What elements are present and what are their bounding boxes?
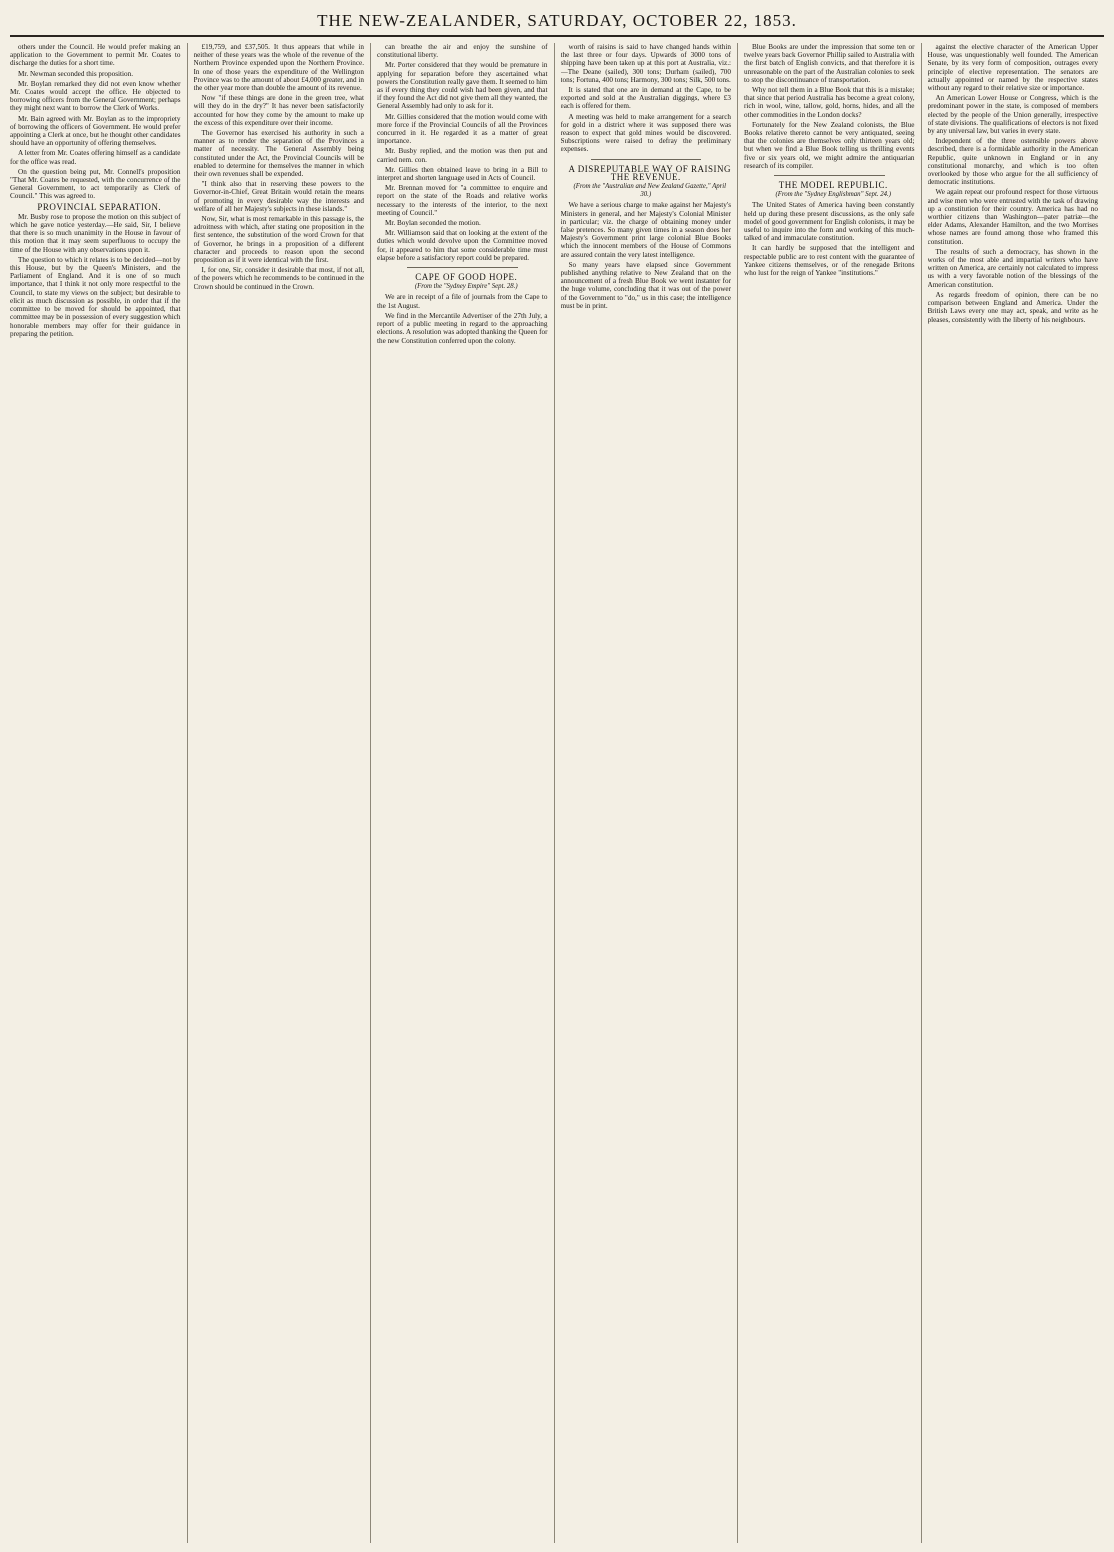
article-paragraph: The United States of America having been constantly held up during these present discussions, as the only safe model of good government for English colonists, it may be useful to inquire into the form and working of this much-talked of and immaculate constitution. [744,201,915,243]
section-divider [774,175,885,176]
column-4 [561,43,739,1543]
article-paragraph: The results of such a democracy, has shown in the works of the most able and impartial writers who have written on America, are certainly not calculated to impress us with a very favorable notion of the blessings of the American constitution. [927,247,1098,289]
article-paragraph: Mr. Boylan seconded the motion. [385,219,481,228]
article-paragraph: We are in receipt of a file of journals from the Cape to the 1st August. [377,293,548,310]
article-paragraph: Now "if these things are done in the green tree, what will they do in the dry?" It has never been satisfactorily accounted for how they come by the amount to make up the excess of this expenditure over their income. [193,94,364,127]
section-heading: A DISREPUTABLE WAY OF RAISING THE REVENUE. [568,163,731,182]
article-paragraph: The question to which it relates is to be decided—not by this House, but by the Queen's Ministers, and the Parliament of England. And it is one of so much importance, that I think it not only more respectful to the Council, to state my views on the subject; but desirable to elicit as much discussion as possible, in order that if the committee to be moved for should be appointed, that committee may be in possession of every suggestion which honorable members may offer for their guidance in preparing the petition. [10,255,181,338]
section-source: (From the "Sydney Empire" Sept. 28.) [414,283,518,291]
section-divider [407,267,518,268]
article-paragraph: others under the Council. He would prefer making an application to the Government to permit Mr. Coates to discharge the duties for a short time. [10,43,181,68]
section-heading: PROVINCIAL SEPARATION. [37,201,162,212]
article-paragraph: worth of raisins is said to have changed hands within the last three or four days. Upwards of 3000 tons of shipping have been taken up at this port at Australia, viz.:—The Deane (sailed), 300 tons; Durham (sailed), 700 tons; Fortuna, 400 tons; Harmony, 300 tons; Silk, 500 tons. [560,43,731,84]
article-paragraph: We have a serious charge to make against her Majesty's Ministers in general, and her Majesty's Colonial Minister in particular; viz. the charge of obtaining money under false pretences. So many given times in a season does her Majesty's Government print large colonial Blue Books which the innocent members of the House of Commons are assured contain the very latest intelligence. [560,201,731,259]
section-heading: THE MODEL REPUBLIC. [778,180,888,191]
article-paragraph: I, for one, Sir, consider it desirable that most, if not all, of the powers which he recommends to be continued in the Crown should be continued in the Crown. [193,266,364,291]
article-paragraph: Why not tell them in a Blue Book that this is a mistake; that since that period Australia has become a great colony, rich in wool, wine, tallow, gold, horns, hides, and all the other commodities in the London docks? [744,86,915,119]
article-paragraph: can breathe the air and enjoy the sunshine of constitutional liberty. [377,43,548,60]
article-paragraph: "I think also that in reserving these powers to the Governor-in-Chief, Great Britain would retain the means of promoting in every desirable way the interests and welfare of all her Majesty's subjects in these islands." [193,180,364,213]
article-paragraph: Mr. Boylan remarked they did not even know whether Mr. Coates would accept the office. He objected to borrowing officers from the General Government; perhaps they might next want to borrow the Clerk of Works. [10,79,181,113]
section-heading: CAPE OF GOOD HOPE. [415,272,518,283]
article-paragraph: As regards freedom of opinion, there can be no comparison between England and America. Under the British Laws every one may act, speak, and write as he pleases, consistently with the liberty of his neighbours. [927,290,1098,324]
article-paragraph: Now, Sir, what is most remarkable in this passage is, the adroitness with which, after stating one proposition in the first sentence, the substitution of the word Crown for that of Governor, he brings in a proposition of a different character and proceeds to reason upon the second proposition as if it were identical with the first. [193,215,364,265]
section-source: (From the "Australian and New Zealand Gazette," April 30.) [573,183,727,199]
article-paragraph: Mr. Porter considered that they would be premature in applying for separation before they ascertained what powers the Constitution really gave them. It seemed to him as if every thing they could wish had been given, and that if they found the Act did not give them all they wanted, the General Assembly had only to ask for it. [377,61,548,111]
article-paragraph: We again repeat our profound respect for those virtuous and wise men who were entrusted with the task of drawing up a constitution for their country. America has had no worthier citizens than Washington—pater patriæ—the elder Adams, Alexander Hamilton, and the two Morrises whose names are found among those who framed this constitution. [927,188,1098,246]
column-2 [194,43,372,1543]
columns [10,43,1104,1543]
article-paragraph: Mr. Brennan moved for "a committee to enquire and report on the state of the Roads and relative works necessary to the interests of the interior, to the next meeting of Council." [377,184,548,217]
article-paragraph: A meeting was held to make arrangement for a search for gold in a district where it was supposed there was reason to expect that gold mines would be discovered. Subscriptions were raised to defray the preliminary expenses. [560,112,731,154]
article-paragraph: On the question being put, Mr. Connell's proposition "That Mr. Coates be requested, with the concurrence of the General Government, to act temporarily as Clerk of Council." This was agreed to. [10,167,181,201]
article-paragraph: against the elective character of the American Upper House, was unquestionably well founded. The American Senate, by its very form of composition, outrages every principle of elective representation. The senators are actually appointed or named by the respective states without any regard to their relative size or importance. [927,43,1098,93]
article-paragraph: Mr. Bain agreed with Mr. Boylan as to the impropriety of borrowing the officers of Government. He would prefer appointing a Clerk at once, but he thought other candidates should have an opportunity of offering themselves. [10,114,181,148]
column-3 [377,43,555,1543]
article-paragraph: The Governor has exercised his authority in such a manner as to render the separation of the Provinces a matter of necessity. The General Assembly being constituted under the Act, the Provincial Councils will be enabled to determine for themselves the manner in which their own revenues shall be expended. [193,129,364,179]
masthead [10,6,1104,37]
article-paragraph: Mr. Busby replied, and the motion was then put and carried nem. con. [377,147,548,164]
article-paragraph: We find in the Mercantile Advertiser of the 27th July, a report of a public meeting in regard to the approaching elections. A resolution was adopted thanking the Queen for the new Constitution conferred upon the colony. [377,311,548,345]
article-paragraph: An American Lower House or Congress, which is the predominant power in the state, is composed of members elected by the people of the Union generally, irrespective of state divisions. The qualifications of electors is not fixed by any universal law, but varies in every state. [927,94,1098,136]
column-5 [744,43,922,1543]
article-paragraph: So many years have elapsed since Government published anything relative to New Zealand that on the announcement of a fresh Blue Book we went instanter for the huge volume, concluding that it was out of the power of the Government to "do," us in this case; the intelligence must be in print. [560,260,731,310]
section-source: (From the "Sydney Englishman" Sept. 24.) [775,191,891,199]
article-paragraph: Mr. Gillies then obtained leave to bring in a Bill to interpret and shorten language used in Acts of Council. [377,165,548,183]
article-paragraph: It is stated that one are in demand at the Cape, to be exported and sold at the Australian diggings, where £3 each is offered for them. [560,86,731,111]
article-paragraph: It can hardly be supposed that the intelligent and respectable public are to rest content with the guarantee of Yankee citizens themselves, or of the renegade Britons who lust for the reign of Yankee "institutions." [744,244,915,278]
article-paragraph: Mr. Williamson said that on looking at the extent of the duties which would devolve upon the Committee moved for, it appeared to him that some considerable time must elapse before a satisfactory report could be prepared. [377,229,548,262]
column-1 [10,43,188,1543]
article-paragraph: £19,759, and £37,505. It thus appears that while in neither of these years was the whole of the revenue of the Northern Province expended upon the Northern Province. In one of those years the expenditure of the Wellington Province was to the amount of about £4,000 greater, and in the other year more than double the amount of its revenue. [193,43,364,93]
article-paragraph: Independent of the three ostensible powers above described, there is a formidable authority in the American Republic, quite unknown in England or in any constitutional monarchy, and which is too often overlooked by those who argue for the all sufficiency of democratic institutions. [927,137,1098,187]
article-paragraph: Mr. Newman seconded this proposition. [18,69,133,78]
article-paragraph: Mr. Busby rose to propose the motion on this subject of which he gave notice yesterday.—He said, Sir, I believe that there is so much unanimity in the House in favour of this motion that it may seem superfluous to occupy the time of the House with any observations upon it. [10,212,181,254]
section-divider [591,159,702,160]
article-paragraph: A letter from Mr. Coates offering himself as a candidate for the office was read. [10,149,181,166]
article-paragraph: Blue Books are under the impression that some ten or twelve years back Governor Phillip sailed to Australia with the first batch of English convicts, and that therefore it is unreasonable on the part of the Australian colonies to seek to stop the discontinuance of transportation. [744,43,915,84]
article-paragraph: Fortunately for the New Zealand colonists, the Blue Books relative thereto cannot be very antiquated, seeing that the colonies are themselves only thirteen years old; but when we find a Blue Book telling us thrilling events five or six years old, we might admire the antiquarian research of its compiler. [744,120,915,170]
masthead-title: THE NEW-ZEALANDER, SATURDAY, OCTOBER 22, 1853. [317,11,797,30]
article-paragraph: Mr. Gillies considered that the motion would come with more force if the Provincial Councils of all the Provinces concurred in it. He regarded it as a matter of great importance. [377,112,548,146]
column-6 [928,43,1105,1543]
